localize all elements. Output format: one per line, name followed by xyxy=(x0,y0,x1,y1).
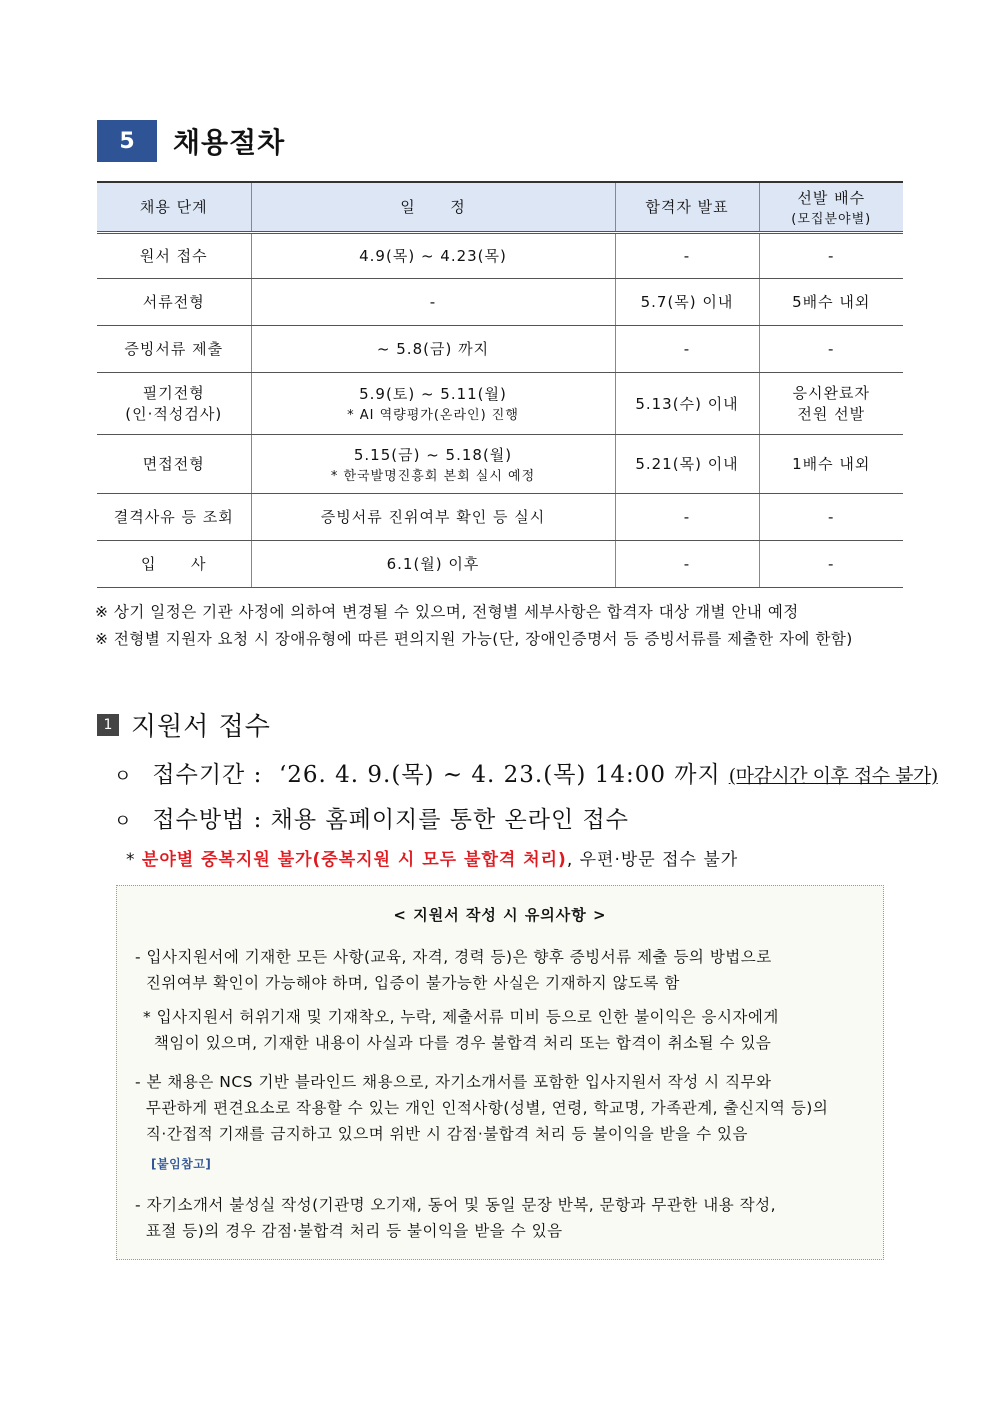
cell-schedule: - xyxy=(251,278,615,325)
cell-stage: 면접전형 xyxy=(97,434,251,493)
notice-reference: [붙임참고] xyxy=(151,1157,212,1171)
cell-ratio: - xyxy=(759,493,903,540)
cell-announce: 5.7(목) 이내 xyxy=(615,278,759,325)
note-line: ※ 상기 일정은 기관 사정에 의하여 변경될 수 있으며, 전형별 세부사항은 합격자 대상 개별 안내 예정 xyxy=(95,603,799,621)
notice-line: - 입사지원서에 기재한 모든 사항(교육, 자격, 경력 등)은 향후 증빙서류 제출 등의 방법으로 xyxy=(135,948,772,966)
cell-stage: 결격사유 등 조회 xyxy=(97,493,251,540)
notice-paragraph-1 xyxy=(135,944,772,996)
notice-paragraph-4 xyxy=(135,1192,776,1244)
notice-paragraph-3 xyxy=(135,1069,828,1147)
schedule-notes xyxy=(95,599,853,653)
table-row xyxy=(97,232,903,278)
cell-schedule xyxy=(251,434,615,493)
table-row xyxy=(97,278,903,325)
bullet-icon: ㅇ xyxy=(114,811,133,832)
notice-line: * 입사지원서 허위기재 및 기재착오, 누락, 제출서류 미비 등으로 인한 불이익은 응시자에게 xyxy=(143,1008,779,1026)
duplicate-warning-rest: , 우편·방문 접수 불가 xyxy=(566,850,739,870)
notice-line: - 본 채용은 NCS 기반 블라인드 채용으로, 자기소개서를 포함한 입사지원서 작성 시 직무와 xyxy=(135,1073,772,1091)
notice-line: 표절 등)의 경우 감점·불합격 처리 등 불이익을 받을 수 있음 xyxy=(135,1222,563,1240)
cell-stage-line1: 필기전형 xyxy=(142,384,205,402)
period-item xyxy=(114,756,938,789)
table-row xyxy=(97,325,903,372)
cell-schedule: 4.9(목) ~ 4.23(목) xyxy=(251,232,615,278)
cell-ratio: - xyxy=(759,325,903,372)
cell-announce: - xyxy=(615,232,759,278)
header-ratio-label: 선발 배수 xyxy=(797,188,866,207)
subsection-title: 지원서 접수 xyxy=(131,712,271,742)
table-header-row xyxy=(97,182,903,232)
cell-stage-line2: (인·적성검사) xyxy=(125,405,223,423)
method-item xyxy=(114,801,629,834)
cell-stage: 증빙서류 제출 xyxy=(97,325,251,372)
header-announce: 합격자 발표 xyxy=(615,182,759,232)
notice-line: 책임이 있으며, 기재한 내용이 사실과 다를 경우 불합격 처리 또는 합격이 취소될 수 있음 xyxy=(143,1034,772,1052)
duplicate-warning-red: 분야별 중복지원 불가(중복지원 시 모두 불합격 처리) xyxy=(141,850,567,870)
schedule-table xyxy=(97,181,903,588)
table-row xyxy=(97,540,903,587)
cell-schedule: 증빙서류 진위여부 확인 등 실시 xyxy=(251,493,615,540)
cell-ratio-line1: 응시완료자 xyxy=(792,384,870,402)
notice-title: < 지원서 작성 시 유의사항 > xyxy=(393,906,607,924)
cell-ratio-line2: 전원 선발 xyxy=(797,405,866,423)
notice-paragraph-2 xyxy=(143,1004,779,1056)
subsection-number: 1 xyxy=(97,714,119,736)
cell-stage: 서류전형 xyxy=(97,278,251,325)
star-prefix: * xyxy=(126,850,142,870)
header-ratio xyxy=(759,182,903,232)
duplicate-warning xyxy=(126,845,738,870)
section-header xyxy=(97,120,285,162)
cell-announce: - xyxy=(615,493,759,540)
cell-schedule-dates: 5.15(금) ~ 5.18(월) xyxy=(353,445,513,464)
notice-line: 진위여부 확인이 가능해야 하며, 입증이 불가능한 사실은 기재하지 않도록 함 xyxy=(135,974,680,992)
cell-ratio: - xyxy=(759,232,903,278)
notice-line: 직·간접적 기재를 금지하고 있으며 위반 시 감점·불합격 처리 등 불이익을 받을 수 있음 xyxy=(135,1125,748,1143)
notice-line: - 자기소개서 불성실 작성(기관명 오기재, 동어 및 동일 문장 반복, 문항과 무관한 내용 작성, xyxy=(135,1196,777,1214)
bullet-icon: ㅇ xyxy=(114,766,133,787)
section-number: 5 xyxy=(97,120,157,162)
table-row xyxy=(97,493,903,540)
cell-announce: - xyxy=(615,325,759,372)
cell-schedule-dates: 5.9(토) ~ 5.11(월) xyxy=(359,385,507,403)
header-ratio-sub: (모집분야별) xyxy=(791,211,872,227)
header-schedule: 일 정 xyxy=(251,182,615,232)
method-text: 접수방법 : 채용 홈페이지를 통한 온라인 접수 xyxy=(152,807,629,833)
cell-announce: 5.13(수) 이내 xyxy=(615,372,759,434)
subsection-header xyxy=(97,706,271,743)
cell-schedule: ~ 5.8(금) 까지 xyxy=(251,325,615,372)
cell-ratio: - xyxy=(759,540,903,587)
cell-schedule xyxy=(251,372,615,434)
period-text: 접수기간 : ‘26. 4. 9.(목) ~ 4. 23.(목) 14:00 까지 xyxy=(152,762,721,788)
note-line: ※ 전형별 지원자 요청 시 장애유형에 따른 편의지원 가능(단, 장애인증명서 등 증빙서류를 제출한 자에 한함) xyxy=(95,630,853,648)
cell-stage: 입 사 xyxy=(97,540,251,587)
section-title: 채용절차 xyxy=(173,126,286,159)
cell-ratio xyxy=(759,372,903,434)
cell-stage: 원서 접수 xyxy=(97,232,251,278)
cell-announce: 5.21(목) 이내 xyxy=(615,434,759,493)
cell-schedule-note: * 한국발명진흥회 본회 실시 예정 xyxy=(330,468,536,484)
cell-ratio: 5배수 내외 xyxy=(759,278,903,325)
cell-ratio: 1배수 내외 xyxy=(759,434,903,493)
cell-schedule-note: * AI 역량평가(온라인) 진행 xyxy=(347,408,519,423)
notice-box xyxy=(116,885,884,1260)
period-deadline-note: (마감시간 이후 접수 불가) xyxy=(728,765,938,787)
cell-schedule: 6.1(월) 이후 xyxy=(251,540,615,587)
cell-stage xyxy=(97,372,251,434)
header-stage: 채용 단계 xyxy=(97,182,251,232)
notice-line: 무관하게 편견요소로 작용할 수 있는 개인 인적사항(성별, 연령, 학교명, 가족관계, 출신지역 등)의 xyxy=(135,1099,829,1117)
cell-announce: - xyxy=(615,540,759,587)
table-row xyxy=(97,434,903,493)
table-row xyxy=(97,372,903,434)
